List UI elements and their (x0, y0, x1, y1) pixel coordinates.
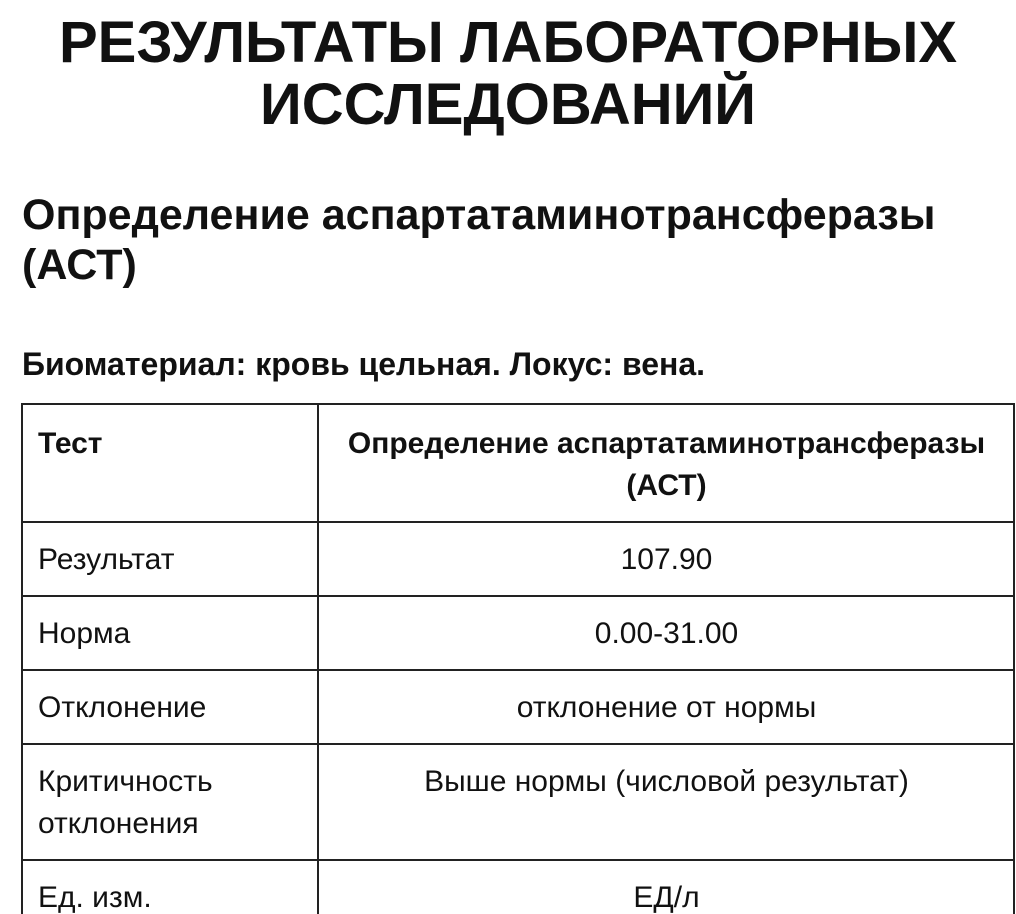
unit-value: ЕД/л (318, 860, 1014, 914)
norm-range-value: 0.00-31.00 (318, 596, 1014, 670)
criticality-value: Выше нормы (числовой результат) (318, 744, 1014, 860)
table-row-unit (22, 860, 1014, 914)
table-row-deviation (22, 670, 1014, 744)
biomaterial-line: Биоматериал: кровь цельная. Локус: вена. (22, 346, 706, 382)
row-label: Отклонение (22, 670, 318, 744)
report-title: РЕЗУЛЬТАТЫ ЛАБОРАТОРНЫХ ИССЛЕДОВАНИЙ (58, 10, 958, 137)
result-value: 107.90 (318, 522, 1014, 596)
row-label: Ед. изм. (22, 860, 318, 914)
table-row-criticality (22, 744, 1014, 860)
table-row-norm (22, 596, 1014, 670)
row-label: Результат (22, 522, 318, 596)
table-header-row (22, 404, 1014, 522)
deviation-value: отклонение от нормы (318, 670, 1014, 744)
header-test-name: Определение аспартатаминотрансферазы (АСТ) (318, 404, 1014, 522)
row-label: Критичность отклонения (22, 744, 318, 860)
results-table (21, 403, 1015, 914)
table-row-result (22, 522, 1014, 596)
test-section-title: Определение аспартатаминотрансферазы (АСТ) (22, 191, 936, 289)
header-test-label: Тест (22, 404, 318, 522)
row-label: Норма (22, 596, 318, 670)
